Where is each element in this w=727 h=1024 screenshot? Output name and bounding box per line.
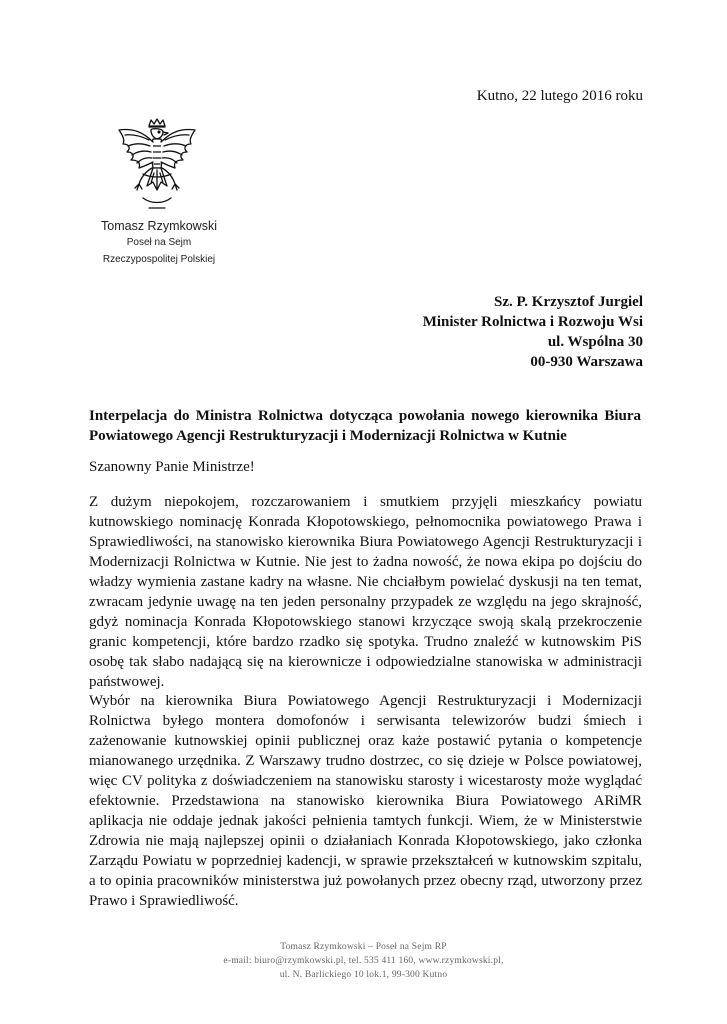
footer-line-name: Tomasz Rzymkowski – Poseł na Sejm RP — [280, 942, 447, 952]
sender-title: Poseł na Sejm — [126, 237, 192, 248]
sender-title-country: Rzeczypospolitej Polskiej — [102, 254, 216, 265]
recipient-position: Minister Rolnictwa i Rozwoju Wsi — [422, 314, 643, 330]
footer-line-contact: e-mail: biuro@rzymkowski.pl, tel. 535 411 160, www.rzymkowski.pl, — [223, 956, 504, 966]
letter-date: Kutno, 22 lutego 2016 roku — [476, 88, 643, 104]
body-paragraph-2: Wybór na kierownika Biura Powiatowego Agencji Restrukturyzacji i Modernizacji Rolnictwa byłego montera domofonów i serwisanta telewizorów budzi śmiech i zażenowanie kutnowskiej opinii publicznej oraz każe postawić pytania o kompetencje mianowanego urzędnika. Z Warszawy trudno dostrzec, co się dzieje w Polsce powiatowej, więc CV polityka z doświadczeniem na stanowisku starosty i wicestarosty może wyglądać efektownie. Przedstawiona na stanowisko kierownika Biura Powiatowego ARiMR aplikacja nie oddaje jednak jakości pełnienia tamtych funkcji. Wiem, że w Ministerstwie Zdrowia nie mają najlepszej opinii o działaniach Konrada Kłopotowskiego, jako członka Zarządu Powiatu w poprzedniej kadencji, w sprawie przekształceń w kutnowskim szpitalu, a to opinia pracowników ministerstwa już powołanych przez obecny rząd, utworzony przez Prawo i Sprawiedliwość. — [89, 693, 642, 909]
letter-subject: Interpelacja do Ministra Rolnictwa dotycząca powołania nowego kierownika Biura Powiatowego Agencji Restrukturyzacji i Modernizacji Rolnictwa w Kutnie — [89, 408, 641, 444]
sender-block — [84, 218, 234, 268]
recipient-street: ul. Wspólna 30 — [547, 334, 643, 350]
recipient-address — [423, 292, 643, 372]
recipient-city: 00-930 Warszawa — [530, 354, 643, 370]
footer-line-address: ul. N. Barlickiego 10 lok.1, 99-300 Kutno — [279, 970, 448, 980]
body-paragraph-1: Z dużym niepokojem, rozczarowaniem i smutkiem przyjęli mieszkańcy powiatu kutnowskiego nominację Konrada Kłopotowskiego, pełnomocnika powiatowego Prawa i Sprawiedliwości, na stanowisko kierownika Biura Powiatowego Agencji Restrukturyzacji i Modernizacji Rolnictwa w Kutnie. Nie jest to żadna nowość, że nowa ekipa po dojściu do władzy wymienia zastane kadry na własne. Nie chciałbym powielać dyskusji na ten temat, zwracam jedynie uwagę na ten jeden personalny przypadek ze względu na jego skrajność, gdyż nominacja Konrada Kłopotowskiego stanowi krzyczące swoją skalą przekroczenie granic kompetencji, które bardzo rzadko się spotyka. Trudno znaleźć w kutnowskim PiS osobę tak słabo nadającą się na kierownicze i odpowiedzialne stanowiska w administracji państwowej. — [89, 494, 642, 690]
salutation: Szanowny Panie Ministrze! — [89, 459, 255, 475]
letter-footer — [0, 940, 727, 982]
sender-name: Tomasz Rzymkowski — [101, 219, 217, 233]
white-eagle-emblem-icon — [113, 118, 201, 212]
recipient-name: Sz. P. Krzysztof Jurgiel — [494, 294, 643, 310]
